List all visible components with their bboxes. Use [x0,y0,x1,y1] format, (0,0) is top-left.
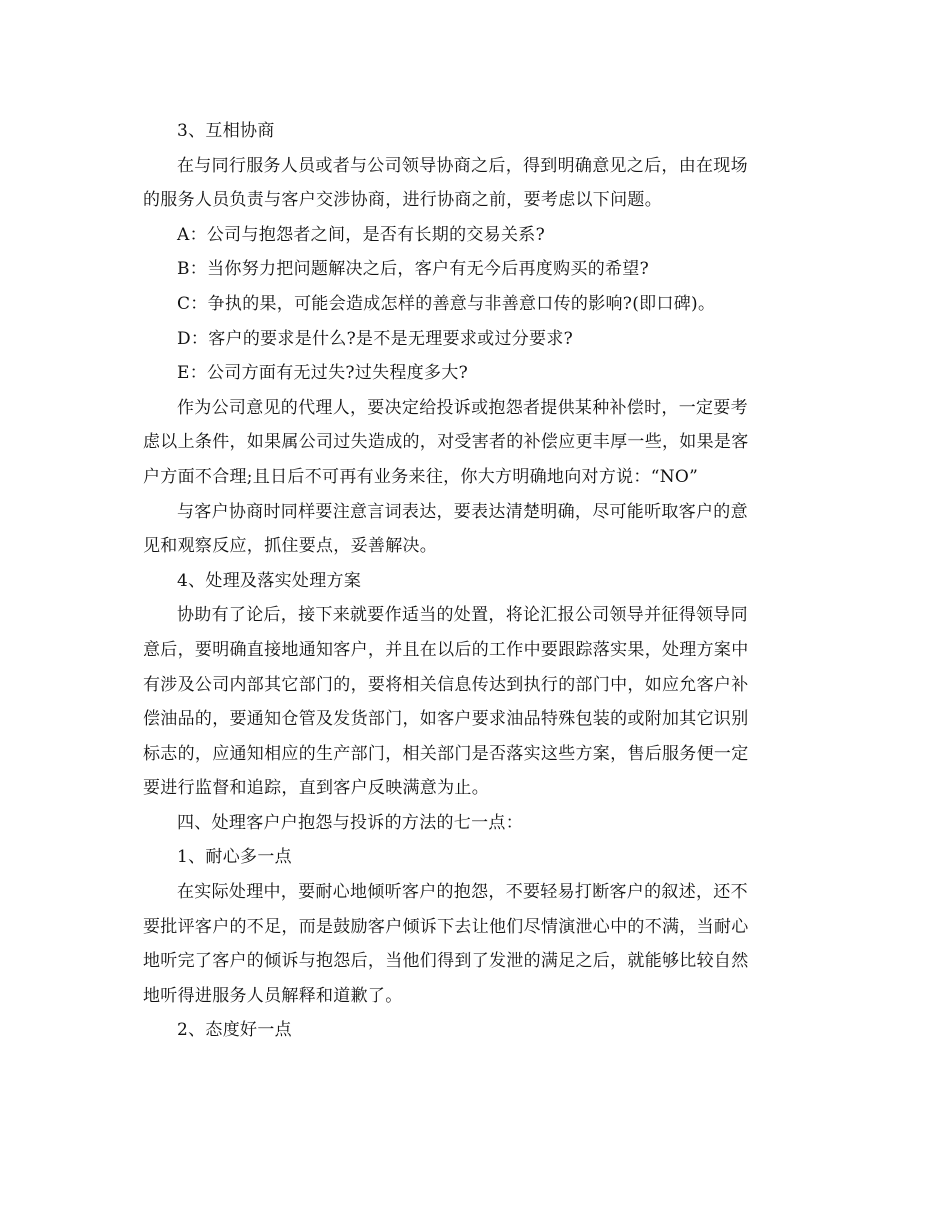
paragraph [143,806,808,841]
text-line: 要批评客户的不足，而是鼓励客户倾诉下去让他们尽情演泄心中的不满，当耐心 [143,916,749,937]
text-line: 在与同行服务人员或者与公司领导协商之后，得到明确意见之后，由在现场 [177,155,748,176]
text-line: 意后，要明确直接地通知客户，并且在以后的工作中要跟踪落实果，处理方案中 [143,639,749,660]
document-body [143,114,808,1048]
paragraph [143,218,808,253]
text-line: 3、互相协商 [177,121,275,141]
paragraph [143,1013,808,1048]
paragraph [143,875,808,1013]
text-line: 的服务人员负责与客户交涉协商，进行协商之前，要考虑以下问题。 [143,190,662,211]
text-line: 作为公司意见的代理人，要决定给投诉或抱怨者提供某种补偿时，一定要考 [177,397,748,418]
text-line: 4、处理及落实处理方案 [177,570,362,591]
text-line: E：公司方面有无过失?过失程度多大? [177,363,469,384]
text-line: B：当你努力把问题解决之后，客户有无今后再度购买的希望? [177,259,650,280]
text-line: A：公司与抱怨者之间，是否有长期的交易关系? [177,224,545,245]
text-line: 要进行监督和追踪，直到客户反映满意为止。 [143,778,489,799]
paragraph [143,149,808,218]
text-line: C：争执的果，可能会造成怎样的善意与非善意口传的影响?(即口碑)。 [177,293,716,314]
text-line: 在实际处理中，要耐心地倾听客户的抱怨，不要轻易打断客户的叙述，还不 [177,882,748,903]
text-line: 2、态度好一点 [177,1020,292,1041]
text-line: 标志的，应通知相应的生产部门，相关部门是否落实这些方案，售后服务便一定 [143,743,749,764]
paragraph [143,495,808,564]
text-line: 地听完了客户的倾诉与抱怨后，当他们得到了发泄的满足之后，就能够比较自然 [143,951,749,972]
paragraph [143,564,808,599]
paragraph [143,252,808,287]
text-line: 四、处理客户户抱怨与投诉的方法的七一点： [177,812,523,833]
text-line: 虑以上条件，如果属公司过失造成的，对受害者的补偿应更丰厚一些，如果是客 [143,432,749,453]
text-line: 与客户协商时同样要注意言词表达，要表达清楚明确，尽可能听取客户的意 [177,501,748,522]
paragraph [143,356,808,391]
paragraph [143,287,808,322]
text-line: 有涉及公司内部其它部门的，要将相关信息传达到执行的部门中，如应允客户补 [143,674,749,695]
paragraph [143,840,808,875]
text-line: 偿油品的，要通知仓管及发货部门，如客户要求油品特殊包装的或附加其它识别 [143,709,749,730]
text-line: 户方面不合理;且日后不可再有业务来往，你大方明确地向对方说：“NO” [143,466,699,487]
text-line: 协助有了论后，接下来就要作适当的处置，将论汇报公司领导并征得领导同 [177,605,748,626]
paragraph [143,598,808,806]
text-line: D：客户的要求是什么?是不是无理要求或过分要求? [177,328,574,349]
paragraph [143,391,808,495]
text-line: 见和观察反应，抓住要点，妥善解决。 [143,536,438,557]
paragraph [143,114,808,149]
paragraph [143,322,808,357]
text-line: 1、耐心多一点 [177,847,292,868]
text-line: 地听得进服务人员解释和道歉了。 [143,985,403,1006]
